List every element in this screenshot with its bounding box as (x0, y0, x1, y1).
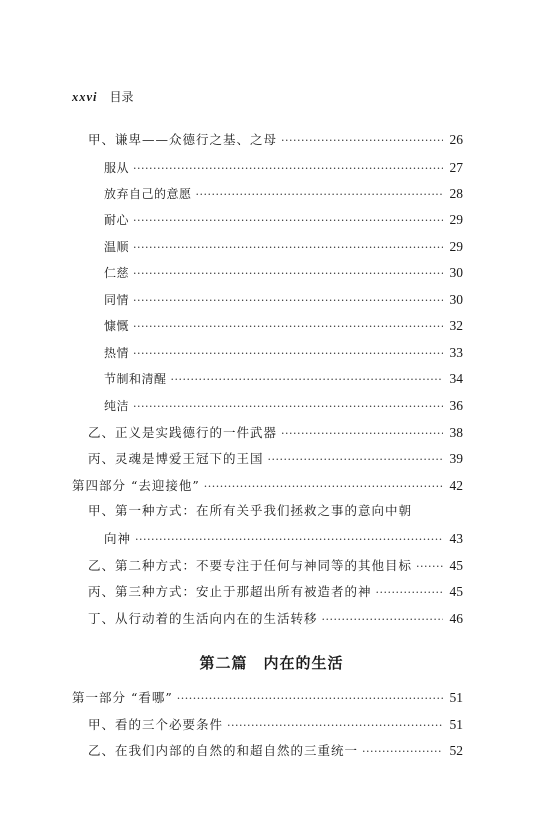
toc-leader-dots (281, 428, 443, 439)
toc-page-number: 29 (449, 239, 463, 254)
toc-leader-dots (171, 374, 443, 385)
toc-part-entry[interactable] (72, 479, 463, 493)
toc-entry-label: 慷慨 (104, 319, 130, 333)
toc-entry-label: 丙、第三种方式：安止于那超出所有被造者的神 (88, 584, 372, 599)
toc-entry-label: 甲、谦卑——众德行之基、之母 (88, 132, 278, 147)
toc-entry-label: 甲、看的三个必要条件 (88, 717, 224, 732)
toc-page-number: 36 (449, 398, 463, 413)
toc-entry-label: 仁慈 (104, 266, 130, 280)
toc-page-number: 38 (449, 425, 463, 440)
running-header (72, 88, 134, 105)
toc-part-entry[interactable] (72, 691, 463, 705)
toc-page-number: 34 (449, 371, 463, 386)
page-folio: xxvi (72, 90, 98, 104)
toc-entry-label: 热情 (104, 346, 130, 360)
toc-entry[interactable] (88, 133, 463, 147)
toc-leader-dots (227, 720, 443, 731)
toc-leader-dots (135, 534, 443, 545)
toc-page-number: 45 (449, 584, 463, 599)
toc-entry-label: 耐心 (104, 213, 130, 227)
toc-leader-dots (376, 587, 443, 598)
toc-entry-label: 甲、第一种方式：在所有关乎我们拯救之事的意向中朝 (88, 503, 413, 518)
toc-leader-dots (268, 454, 443, 465)
toc-entry-label: 服从 (104, 161, 130, 175)
toc-entry[interactable] (104, 213, 463, 227)
toc-entry-label: 同情 (104, 293, 130, 307)
toc-entry-label: 乙、正义是实践德行的一件武器 (88, 425, 278, 440)
toc-leader-dots (196, 189, 443, 200)
toc-entry[interactable] (104, 399, 463, 413)
toc-leader-dots (133, 215, 443, 226)
toc-leader-dots (204, 481, 443, 492)
toc-leader-dots (133, 268, 443, 279)
toc-leader-dots (416, 561, 443, 572)
toc-page-number: 51 (449, 690, 463, 705)
toc-entry-label: 纯洁 (104, 399, 130, 413)
toc-page-number: 26 (449, 132, 463, 147)
toc-entry[interactable] (104, 187, 463, 201)
toc-page-number: 30 (449, 292, 463, 307)
toc-page-number: 32 (449, 318, 463, 333)
toc-entry-label: 乙、在我们内部的自然的和超自然的三重统一 (88, 743, 359, 758)
toc-entry[interactable] (88, 718, 463, 732)
toc-leader-dots (133, 348, 443, 359)
toc-leader-dots (133, 321, 443, 332)
toc-entry[interactable] (104, 293, 463, 307)
toc-entry[interactable] (88, 744, 463, 758)
toc-leader-dots (133, 163, 443, 174)
toc-leader-dots (281, 135, 443, 146)
toc-page-number: 45 (449, 558, 463, 573)
toc-page-number: 42 (449, 478, 463, 493)
toc-entry[interactable] (104, 266, 463, 280)
toc-entry-label: 乙、第二种方式：不要专注于任何与神同等的其他目标 (88, 558, 413, 573)
toc-page-number: 27 (449, 160, 463, 175)
toc-page-number: 29 (449, 212, 463, 227)
toc-entry[interactable] (88, 452, 463, 466)
toc-leader-dots (133, 401, 443, 412)
toc-entry-label: 第四部分 “去迎接他” (72, 478, 200, 493)
toc-page-number: 51 (449, 717, 463, 732)
toc-entry[interactable] (88, 505, 463, 518)
toc-leader-dots (362, 746, 443, 757)
toc-entry[interactable] (104, 319, 463, 333)
toc-entry-label: 丙、灵魂是博爱王冠下的王国 (88, 451, 264, 466)
toc-entry-continuation[interactable] (104, 532, 463, 546)
toc-entry[interactable] (104, 161, 463, 175)
toc-entry[interactable] (88, 426, 463, 440)
toc-entry-label: 丁、从行动着的生活向内在的生活转移 (88, 611, 318, 626)
toc-entry[interactable] (104, 372, 463, 386)
toc-entry-label: 向神 (104, 531, 132, 546)
toc-page-number: 43 (449, 531, 463, 546)
toc-entry[interactable] (104, 346, 463, 360)
toc-entry-label: 节制和清醒 (104, 372, 167, 386)
toc-page-number: 52 (449, 743, 463, 758)
toc-leader-dots (177, 693, 443, 704)
toc-entry[interactable] (88, 585, 463, 599)
toc-page-number: 28 (449, 186, 463, 201)
toc-entry-label: 放弃自己的意愿 (104, 187, 192, 201)
toc-page-number: 30 (449, 265, 463, 280)
toc-page-number: 39 (449, 451, 463, 466)
section-heading: 第二篇 内在的生活 (199, 654, 344, 672)
toc-entry[interactable] (88, 612, 463, 626)
toc-page-number: 46 (449, 611, 463, 626)
toc-entry-label: 温顺 (104, 240, 130, 254)
toc-entry-label: 第一部分 “看哪” (72, 690, 173, 705)
toc-entry[interactable] (104, 240, 463, 254)
toc-entry[interactable] (88, 559, 463, 573)
toc-leader-dots (133, 242, 443, 253)
toc-page-number: 33 (449, 345, 463, 360)
toc-leader-dots (322, 614, 443, 625)
running-title: 目录 (109, 90, 134, 104)
toc-leader-dots (133, 295, 443, 306)
